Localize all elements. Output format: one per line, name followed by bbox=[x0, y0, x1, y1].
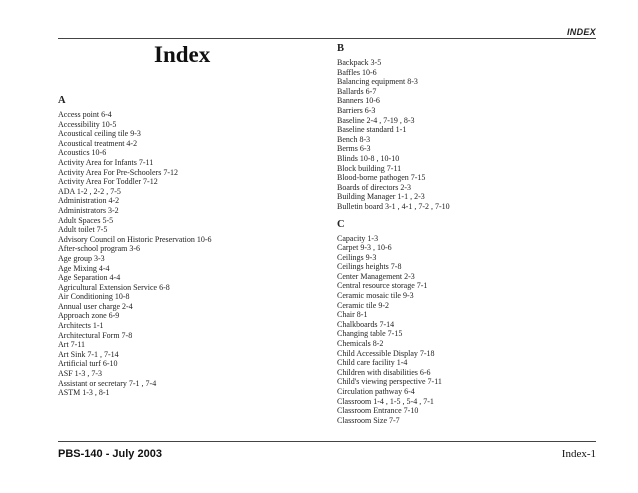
index-entry: Blood-borne pathogen 7-15 bbox=[337, 173, 426, 183]
index-entry: Banners 10-6 bbox=[337, 96, 380, 106]
index-entry: After-school program 3-6 bbox=[58, 244, 141, 254]
index-entry: Ballards 6-7 bbox=[337, 86, 377, 96]
page-title: Index bbox=[154, 42, 211, 67]
section-c-entries bbox=[337, 234, 597, 426]
index-entry: Artificial turf 6-10 bbox=[58, 359, 118, 369]
index-entry: Art Sink 7-1 , 7-14 bbox=[58, 349, 119, 359]
index-entry: Blinds 10-8 , 10-10 bbox=[337, 153, 400, 163]
index-entry: Access point 6-4 bbox=[58, 110, 112, 119]
index-entry: Annual user charge 2-4 bbox=[58, 301, 133, 311]
index-entry: Chemicals 8-2 bbox=[337, 339, 384, 349]
section-a-entries bbox=[58, 110, 323, 398]
index-entry: Changing table 7-15 bbox=[337, 329, 403, 339]
index-entry: Activity Area For Pre-Schoolers 7-12 bbox=[58, 167, 178, 177]
index-entry: Adult Spaces 5-5 bbox=[58, 215, 114, 225]
index-entry: Chair 8-1 bbox=[337, 310, 368, 320]
index-entry: Capacity 1-3 bbox=[337, 233, 379, 243]
index-entry: Administration 4-2 bbox=[58, 196, 120, 206]
page-number: Index-1 bbox=[561, 448, 596, 460]
index-entry: Baffles 10-6 bbox=[337, 67, 377, 77]
left-column bbox=[58, 94, 323, 404]
index-entry: Acoustical ceiling tile 9-3 bbox=[58, 129, 141, 139]
index-entry: Activity Area for Infants 7-11 bbox=[58, 157, 154, 167]
index-entry: Classroom Size 7-7 bbox=[337, 415, 400, 425]
index-entry: Central resource storage 7-1 bbox=[337, 281, 428, 291]
index-entry: Administrators 3-2 bbox=[58, 205, 119, 215]
index-entry: Center Management 2-3 bbox=[337, 271, 415, 281]
index-entry: Block building 7-11 bbox=[337, 163, 402, 173]
running-header: INDEX bbox=[566, 27, 596, 37]
index-entry: Accessibility 10-5 bbox=[58, 119, 117, 129]
index-entry: Bench 8-3 bbox=[337, 134, 371, 144]
section-letter-a: A bbox=[58, 95, 66, 106]
header-rule bbox=[58, 38, 596, 39]
index-entry: Activity Area For Toddler 7-12 bbox=[58, 177, 158, 187]
index-entry: Agricultural Extension Service 6-8 bbox=[58, 282, 170, 292]
section-b-entries bbox=[337, 58, 597, 212]
index-entry: ADA 1-2 , 2-2 , 7-5 bbox=[58, 186, 121, 196]
index-entry: ASTM 1-3 , 8-1 bbox=[58, 388, 110, 398]
index-entry: Building Manager 1-1 , 2-3 bbox=[337, 192, 425, 202]
index-entry: Air Conditioning 10-8 bbox=[58, 292, 130, 302]
index-entry: Art 7-11 bbox=[58, 340, 86, 350]
index-entry: Carpet 9-3 , 10-6 bbox=[337, 243, 392, 253]
index-entry: Ceilings heights 7-8 bbox=[337, 262, 402, 272]
index-entry: Bulletin board 3-1 , 4-1 , 7-2 , 7-10 bbox=[337, 201, 450, 211]
index-entry: Classroom Entrance 7-10 bbox=[337, 406, 419, 416]
index-entry: Circulation pathway 6-4 bbox=[337, 387, 415, 396]
index-entry: Assistant or secretary 7-1 , 7-4 bbox=[58, 378, 157, 388]
index-entry: Chalkboards 7-14 bbox=[337, 319, 395, 329]
index-entry: Ceilings 9-3 bbox=[337, 252, 377, 262]
index-entry: Acoustical treatment 4-2 bbox=[58, 138, 138, 148]
index-entry: Baseline 2-4 , 7-19 , 8-3 bbox=[337, 115, 415, 125]
index-entry: Age group 3-3 bbox=[58, 253, 105, 263]
section-letter-b: B bbox=[337, 43, 345, 54]
footer-rule bbox=[58, 441, 596, 442]
index-entry: Baseline standard 1-1 bbox=[337, 125, 407, 135]
index-entry: ASF 1-3 , 7-3 bbox=[58, 369, 103, 379]
document-code: PBS-140 - July 2003 bbox=[58, 448, 162, 460]
index-entry: Boards of directors 2-3 bbox=[337, 182, 411, 192]
index-entry: Acoustics 10-6 bbox=[58, 148, 107, 158]
index-entry: Child's viewing perspective 7-11 bbox=[337, 377, 442, 387]
index-entry: Approach zone 6-9 bbox=[58, 311, 120, 321]
index-entry: Balancing equipment 8-3 bbox=[337, 77, 418, 87]
index-entry: Child care facility 1-4 bbox=[337, 358, 408, 368]
index-entry: Architects 1-1 bbox=[58, 321, 104, 331]
index-entry: Ceramic tile 9-2 bbox=[337, 300, 389, 310]
index-entry: Age Separation 4-4 bbox=[58, 273, 121, 283]
index-entry: Berms 6-3 bbox=[337, 144, 371, 154]
right-column bbox=[337, 42, 597, 431]
index-entry: Age Mixing 4-4 bbox=[58, 263, 110, 273]
index-entry: Backpack 3-5 bbox=[337, 58, 382, 67]
index-entry: Classroom 1-4 , 1-5 , 5-4 , 7-1 bbox=[337, 396, 434, 406]
index-entry: Children with disabilities 6-6 bbox=[337, 367, 431, 377]
index-entry: Barriers 6-3 bbox=[337, 105, 376, 115]
index-entry: Architectural Form 7-8 bbox=[58, 330, 133, 340]
index-entry: Child Accessible Display 7-18 bbox=[337, 348, 435, 358]
index-entry: Adult toilet 7-5 bbox=[58, 225, 108, 235]
section-letter-c: C bbox=[337, 218, 345, 230]
index-entry: Advisory Council on Historic Preservation 10-6 bbox=[58, 234, 212, 244]
index-entry: Ceramic mosaic tile 9-3 bbox=[337, 291, 414, 301]
